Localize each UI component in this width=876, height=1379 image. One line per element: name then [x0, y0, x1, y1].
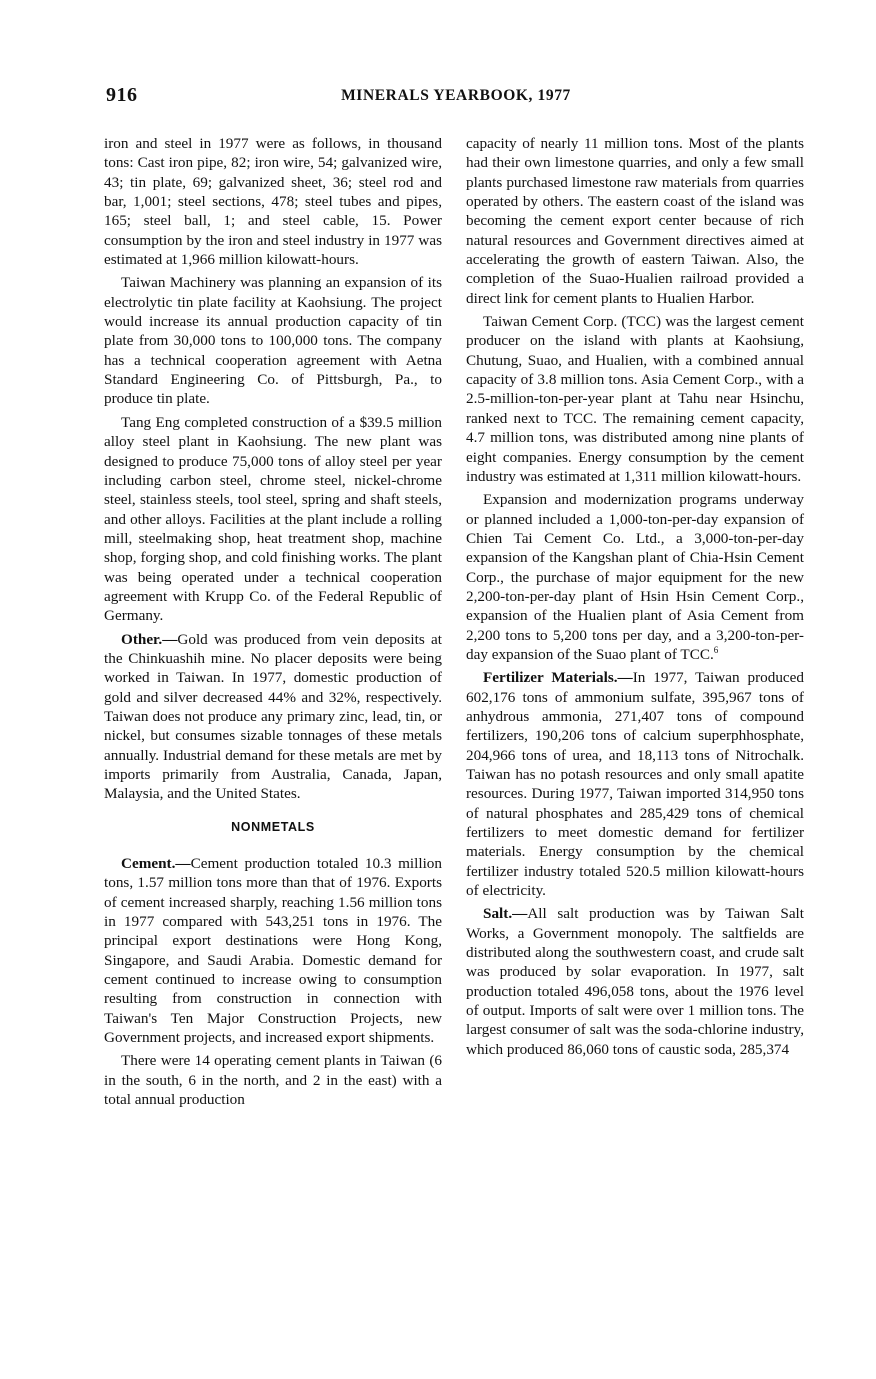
paragraph-salt [466, 904, 804, 1059]
run-in-heading-other: Other.— [121, 630, 178, 648]
paragraph-salt-text: All salt production was by Taiwan Salt Works, a Government monopoly. The saltfields are distributed along the southwestern coast, and crude salt was produced by solar evaporation. In 1977, salt production totaled 496,058 tons, about the 1976 level of output. Imports of salt were over 1 million tons. The largest consumer of salt was the soda-chlorine industry, which produced 86,060 tons of caustic soda, 285,374 [466, 905, 804, 1058]
page-number: 916 [106, 84, 138, 106]
paragraph-other-metals [104, 630, 442, 804]
paragraph-other-text: Gold was produced from vein deposits at the Chinkuashih mine. No placer deposits were being worked in Taiwan. In 1977, domestic production of gold and silver decreased 44% and 32%, respectively. Taiwan does not produce any primary zinc, lead, tin, or nickel, but consumes sizable tonnages of these metals annually. Industrial demand for these metals are met by imports primarily from Australia, Canada, Japan, Malaysia, and the United States. [104, 630, 442, 803]
paragraph-fertilizer-materials [466, 668, 804, 900]
paragraph-taiwan-cement-corp: Taiwan Cement Corp. (TCC) was the largest cement producer on the island with plants at Kaohsiung, Chutung, Suao, and Hualien, with a combined annual capacity of 3.8 million tons. Asia Cement Corp., with a 2.5-million-ton-per-year plant at Tahu near Hsinchu, ranked next to TCC. The remaining cement capacity, 4.7 million tons, was distributed among nine plants of eight companies. Energy consumption by the cement industry was estimated at 1,311 million kilowatt-hours. [466, 313, 804, 485]
footnote-marker: 6 [713, 644, 719, 655]
section-heading-nonmetals: NONMETALS [231, 819, 315, 834]
paragraph-iron-steel-products: iron and steel in 1977 were as follows, in thousand tons: Cast iron pipe, 82; iron wire, 54; galvanized wire, 43; tin plate, 69; galvanized sheet, 36; steel rod and bar, 1,001; steel sections, 478; steel tubes and pipes, 165; steel ball, 1; and steel cable, 15. Power consumption by the iron and steel industry in 1977 was estimated at 1,966 million kilowatt-hours. [104, 135, 442, 269]
run-in-heading-salt: Salt.— [483, 905, 528, 923]
paragraph-expansion-text: Expansion and modernization programs underway or planned included a 1,000-ton-per-day expansion of Chien Tai Cement Co. Ltd., a 3,000-ton-per-day expansion of the Kangshan plant of Chia-Hsin Cement Corp., the purchase of major equipment for the new 2,200-ton-per-day plant of Hsin Hsin Cement Corp., expansion of the Hualien plant of Asia Cement from 2,200 tons to 5,200 tons per day, and a 3,200-ton-per-day expansion of the Suao plant of TCC. [466, 491, 804, 663]
left-column [104, 134, 442, 1110]
run-in-heading-fertilizer: Fertilizer Materials.— [483, 669, 633, 687]
paragraph-tang-eng: Tang Eng completed construction of a $39.5 million alloy steel plant in Kaohsiung. The new plant was designed to produce 75,000 tons of alloy steel per year including carbon steel, chrome steel, nickel-chrome steel, stainless steels, tool steel, spring and shaft steels, and other alloys. Facilities at the plant include a rolling mill, steelmaking shop, heat treatment shop, machine shop, forging shop, and cold finishing works. The plant was being operated under a technical cooperation agreement with Krupp Co. of the Federal Republic of Germany. [104, 413, 442, 625]
run-in-heading-cement: Cement.— [121, 855, 191, 873]
paragraph-fertilizer-text: In 1977, Taiwan produced 602,176 tons of ammonium sulfate, 395,967 tons of anhydrous ammonia, 271,407 tons of compound fertilizers, 190,206 tons of calcium superphhosphate, 204,966 tons of urea, and 18,113 tons of Nitrochalk. Taiwan has no potash resources and only small apatite resources. During 1977, Taiwan imported 314,950 tons of natural phosphates and 285,429 tons of chemical fertilizers to meet domestic demand for fertilizer materials. Energy consumption by the chemical fertilizer industry totaled 520.5 million kilowatt-hours of electricity. [466, 669, 804, 900]
running-head: MINERALS YEARBOOK, 1977 [341, 87, 571, 104]
paragraph-cement-text: Cement production totaled 10.3 million tons, 1.57 million tons more than that of 1976. Exports of cement increased sharply, reaching 1.56 million tons in 1977 compared with 543,251 tons in 1976. The principal export destinations were Hong Kong, Singapore, and Saudi Arabia. Domestic demand for cement continued to increase owing to consumption resulting from construction in connection with Taiwan's Ten Major Construction Projects, new Government projects, and increased export shipments. [104, 855, 442, 1047]
paragraph-cement-capacity: capacity of nearly 11 million tons. Most of the plants had their own limestone quarries, and only a few small plants purchased limestone raw materials from quarries operated by others. The eastern coast of the island was becoming the cement export center because of rich natural resources and Government directives aimed at accelerating the growth of eastern Taiwan. Also, the completion of the Suao-Hualien railroad provided a direct link for cement plants to Hualien Harbor. [466, 135, 804, 307]
paragraph-cement-plants: There were 14 operating cement plants in Taiwan (6 in the south, 6 in the north, and 2 in the east) with a total annual production [104, 1052, 442, 1109]
paragraph-taiwan-machinery: Taiwan Machinery was planning an expansion of its electrolytic tin plate facility at Kaohsiung. The project would increase its annual production capacity of tin plate from 30,000 tons to 100,000 tons. The company has a technical cooperation agreement with Aetna Standard Engineering Co. of Pittsburgh, Pa., to produce tin plate. [104, 274, 442, 408]
right-column [466, 134, 804, 1059]
paragraph-expansion-programs [466, 490, 804, 664]
paragraph-cement [104, 854, 442, 1047]
page-header [106, 84, 806, 112]
